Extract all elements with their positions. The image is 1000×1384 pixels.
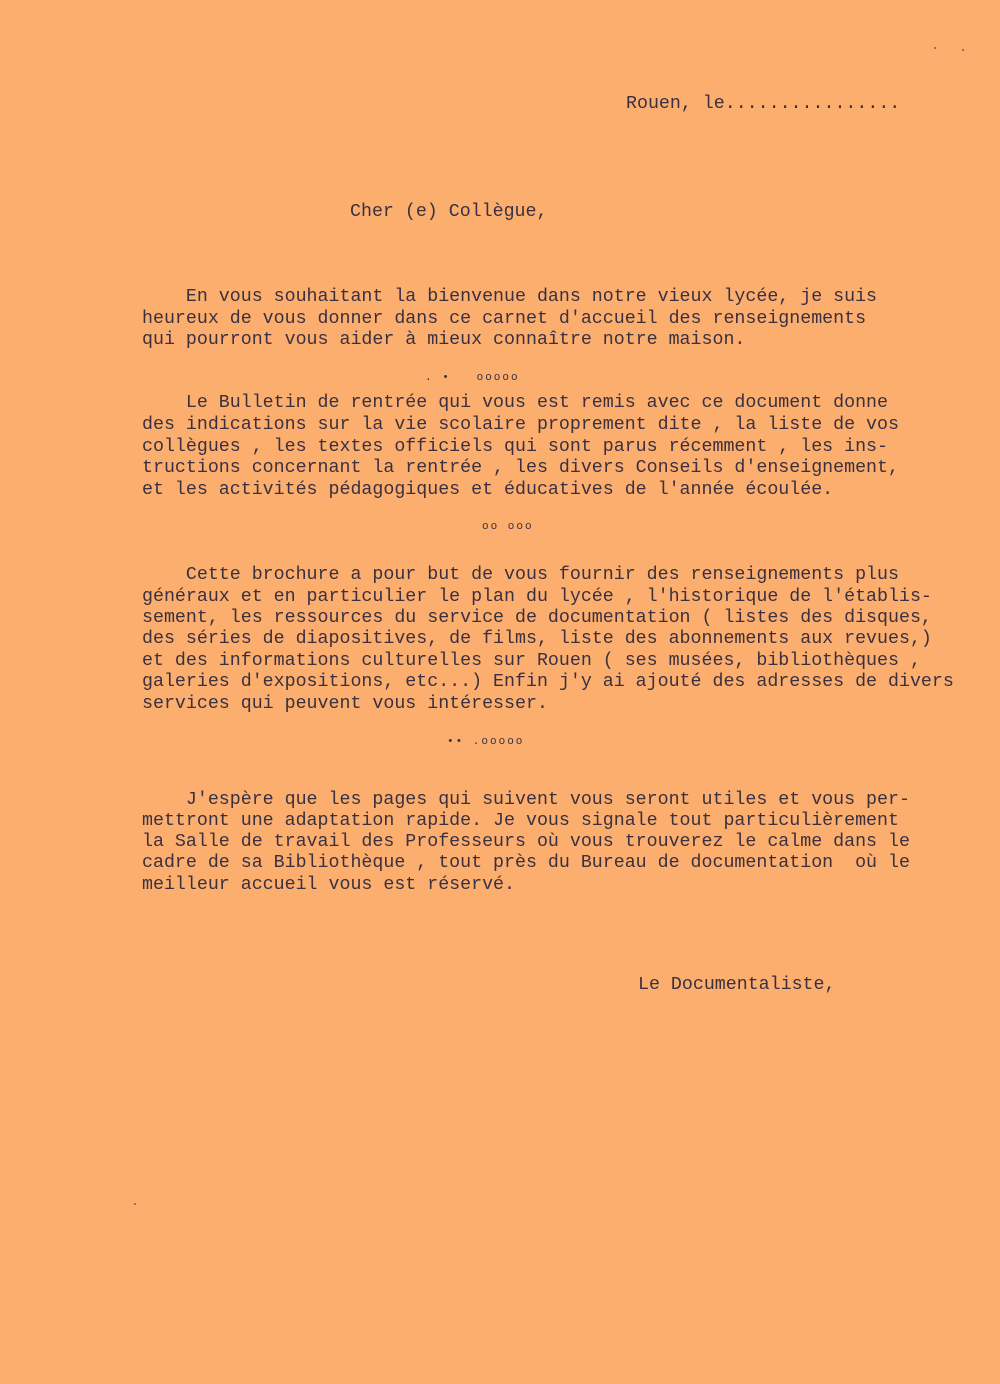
- paper-speck: [934, 47, 936, 49]
- paragraph-line: collègues , les textes officiels qui sont parus récemment , les ins-: [142, 437, 888, 457]
- paper-speck: [962, 49, 964, 51]
- paragraph-line: Cette brochure a pour but de vous fournir des renseignements plus: [142, 565, 899, 585]
- separator-ornament: . • ooooo: [425, 372, 520, 384]
- separator-ornament: oo ooo: [482, 521, 534, 533]
- paragraph-line: mettront une adaptation rapide. Je vous signale tout particulièrement: [142, 811, 899, 831]
- paragraph-line: services qui peuvent vous intéresser.: [142, 694, 548, 714]
- paper-speck: [134, 1203, 136, 1205]
- paragraph-line: En vous souhaitant la bienvenue dans notre vieux lycée, je suis: [142, 287, 878, 307]
- place-date: Rouen, le................: [626, 94, 901, 114]
- paragraph-line: Le Bulletin de rentrée qui vous est remis avec ce document donne: [142, 393, 888, 413]
- paragraph-line: généraux et en particulier le plan du lycée , l'historique de l'établis-: [142, 587, 932, 607]
- paragraph-line: et les activités pédagogiques et éducatives de l'année écoulée.: [142, 480, 834, 500]
- paragraph-line: sement, les ressources du service de documentation ( listes des disques,: [142, 608, 932, 628]
- paragraph-line: des indications sur la vie scolaire proprement dite , la liste de vos: [142, 415, 899, 435]
- salutation: Cher (e) Collègue,: [350, 202, 548, 222]
- paragraph-line: tructions concernant la rentrée , les divers Conseils d'enseignement,: [142, 458, 899, 478]
- paragraph-line: qui pourront vous aider à mieux connaître notre maison.: [142, 330, 746, 350]
- separator-ornament: •• .ooooo: [447, 736, 525, 748]
- paragraph-line: galeries d'expositions, etc...) Enfin j'y ai ajouté des adresses de divers: [142, 672, 954, 692]
- paragraph-line: cadre de sa Bibliothèque , tout près du Bureau de documentation où le: [142, 853, 910, 873]
- paragraph-line: meilleur accueil vous est réservé.: [142, 875, 515, 895]
- paragraph-line: heureux de vous donner dans ce carnet d'accueil des renseignements: [142, 309, 867, 329]
- paragraph-line: des séries de diapositives, de films, liste des abonnements aux revues,): [142, 629, 932, 649]
- paragraph-line: J'espère que les pages qui suivent vous seront utiles et vous per-: [142, 790, 910, 810]
- paragraph-line: et des informations culturelles sur Rouen ( ses musées, bibliothèques ,: [142, 651, 921, 671]
- signature: Le Documentaliste,: [638, 975, 836, 995]
- paragraph-line: la Salle de travail des Professeurs où vous trouverez le calme dans le: [142, 832, 910, 852]
